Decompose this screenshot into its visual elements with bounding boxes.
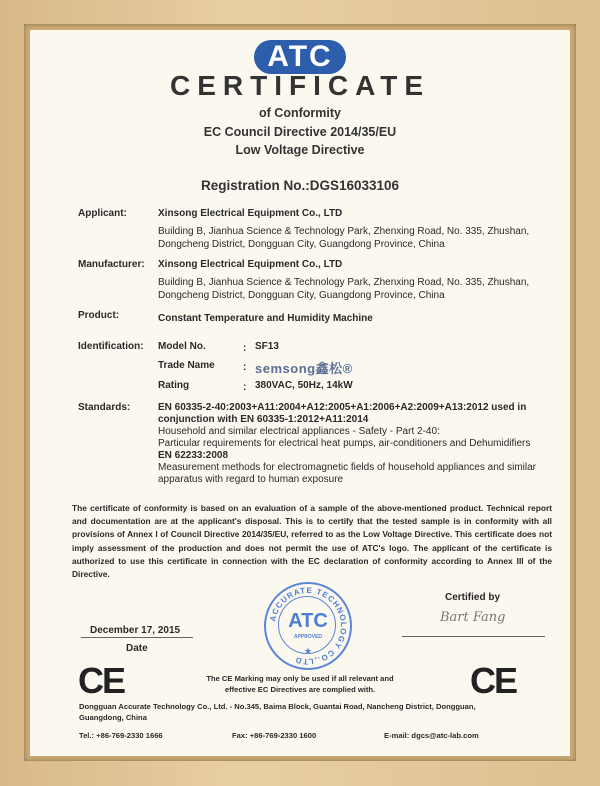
ce-note-1: The CE Marking may only be used if all relevant and (206, 674, 394, 683)
standard-line: Household and similar electrical appliances - Safety - Part 2-40: (158, 426, 440, 437)
registration-number: Registration No.:DGS16033106 (200, 178, 400, 193)
standard-line: EN 60335-2-40:2003+A11:2004+A12:2005+A1:2006+A2:2009+A13:2012 used in (158, 402, 527, 413)
colon: : (243, 362, 247, 373)
star-icon: ★ (303, 646, 313, 656)
ce-mark-right: CE (470, 660, 517, 701)
date-label: Date (126, 643, 148, 654)
applicant-name: Xinsong Electrical Equipment Co., LTD (158, 208, 343, 219)
issue-date: December 17, 2015 (90, 625, 181, 636)
standard-line: conjunction with EN 60335-1:2012+A11:2014 (158, 414, 369, 425)
signature: Bart Fang (440, 610, 506, 625)
ce-note-2: effective EC Directives are complied with. (224, 685, 376, 694)
rating-label: Rating (158, 380, 190, 391)
subtitle-conformity: of Conformity (259, 106, 341, 120)
standard-line: apparatus with regard to human exposure (158, 474, 344, 485)
colon: : (243, 343, 247, 354)
certificate-title: CERTIFICATE (169, 70, 431, 101)
ce-mark-left: CE (78, 660, 125, 701)
model-label: Model No. (158, 341, 206, 352)
manufacturer-label: Manufacturer: (78, 259, 145, 270)
signature-line (402, 636, 545, 637)
identification-label: Identification: (78, 341, 144, 352)
standard-line: Measurement methods for electromagnetic fields of household appliances and similar (158, 462, 536, 473)
footer-tel: Tel.: +86-769-2330 1666 (79, 731, 163, 740)
applicant-address-2: Dongcheng District, Dongguan City, Guangdong Province, China (158, 239, 445, 250)
manufacturer-address-2: Dongcheng District, Dongguan City, Guangdong Province, China (158, 290, 445, 301)
footer-address-2: Guangdong, China (79, 713, 147, 722)
footer-address-1: Dongguan Accurate Technology Co., Ltd. - No.345, Baima Block, Guantai Road, Nancheng District, Dongguan, (79, 702, 476, 711)
colon: : (243, 382, 247, 393)
atc-approved-stamp (264, 582, 352, 670)
manufacturer-address-1: Building B, Jianhua Science & Technology Park, Zhenxing Road, No. 335, Zhushan, (158, 277, 530, 288)
applicant-label: Applicant: (78, 208, 127, 219)
conformity-statement: The certificate of conformity is based on an evaluation of a sample of the above-mentioned product. Technical report and documentation are at the applicant's disposal. This is to certify that the tested sample is in conformity with all provisions of Annex I of Council Directive 2014/35/EU, referred to as the Low Voltage Directive. This certificate does not imply assessment of the production and does not permit the use of ATC's logo. The applicant of the certificate is authorized to use this certificate in connection with the EC declaration of conformity according to Annex III of the Directive. (72, 503, 552, 580)
rating-value: 380VAC, 50Hz, 14kW (255, 380, 353, 391)
standards-label: Standards: (78, 402, 131, 413)
standard-line: EN 62233:2008 (158, 450, 229, 461)
trade-name-logo: semsong鑫松® (255, 361, 353, 376)
standard-line: Particular requirements for electrical heat pumps, air-conditioners and Dehumidifiers (158, 438, 531, 449)
trade-name-label: Trade Name (158, 360, 215, 371)
stamp-approved-text: APPROVED (293, 634, 323, 640)
atc-logo: ATC (254, 40, 346, 74)
product-value: Constant Temperature and Humidity Machine (158, 313, 373, 324)
manufacturer-name: Xinsong Electrical Equipment Co., LTD (158, 259, 343, 270)
applicant-address-1: Building B, Jianhua Science & Technology Park, Zhenxing Road, No. 335, Zhushan, (158, 226, 530, 237)
stamp-ring-text: ACCURATE TECHNOLOGY CO.,LTD (268, 585, 349, 667)
footer-fax: Fax: +86-769-2330 1600 (232, 731, 317, 740)
product-label: Product: (78, 310, 120, 321)
stamp-center-text: ATC (288, 610, 328, 632)
date-line (81, 637, 193, 638)
certified-by-label: Certified by (445, 592, 501, 603)
footer-email: E-mail: dgcs@atc-lab.com (384, 731, 479, 740)
model-value: SF13 (255, 341, 279, 352)
subtitle-directive: EC Council Directive 2014/35/EU (203, 125, 397, 139)
subtitle-lvd: Low Voltage Directive (235, 143, 365, 157)
